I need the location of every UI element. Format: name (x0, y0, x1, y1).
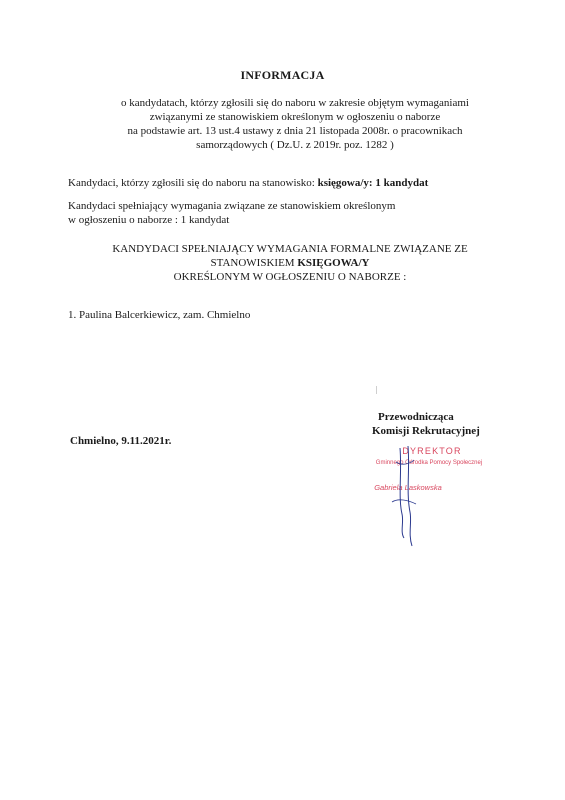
signature-stroke (392, 500, 416, 504)
heading-prefix: STANOWISKIEM (210, 257, 295, 269)
signature-role: Przewodnicząca (378, 411, 454, 423)
intro-line: na podstawie art. 13 ust.4 ustawy z dnia 21 listopada 2008r. o pracownikach (127, 125, 463, 137)
heading-position: KSIĘGOWA/Y (297, 257, 370, 269)
signature-block (372, 410, 480, 438)
stamp-name: Gabriela Laskowska (374, 483, 442, 492)
scan-mark (376, 386, 377, 394)
intro-line: związanymi ze stanowiskiem określonym w ogłoszeniu o naborze (149, 111, 441, 123)
stamp-institution: Gminnego Ośrodka Pomocy Społecznej (375, 460, 483, 466)
intro-line: samorządowych ( Dz.U. z 2019r. poz. 1282 ) (196, 139, 394, 151)
applicants-line (68, 176, 428, 190)
stamp-title: DYREKTOR (402, 446, 462, 456)
document-title: INFORMACJA (240, 68, 325, 82)
director-stamp (330, 442, 520, 552)
candidate-item: 1. Paulina Balcerkiewicz, zam. Chmielno (68, 309, 251, 321)
applicants-position: księgowa/y: 1 kandydat (317, 177, 429, 189)
heading-line: KANDYDACI SPEŁNIAJĄCY WYMAGANIA FORMALNE ZWIĄZANE ZE (112, 243, 468, 255)
signature-role: Komisji Rekrutacyjnej (372, 425, 480, 437)
place-date: Chmielno, 9.11.2021r. (70, 435, 172, 447)
applicants-label: Kandydaci, którzy zgłosili się do naboru na stanowisko: (68, 177, 315, 189)
requirements-line: Kandydaci spełniający wymagania związane ze stanowiskiem określonym (68, 200, 396, 212)
requirements-line: w ogłoszeniu o naborze : 1 kandydat (68, 214, 230, 226)
heading-line: OKREŚLONYM W OGŁOSZENIU O NABORZE : (173, 271, 407, 283)
section-heading (40, 242, 540, 284)
heading-line (40, 256, 540, 270)
intro-line: o kandydatach, którzy zgłosili się do naboru w zakresie objętym wymaganiami (121, 97, 469, 109)
intro-paragraph (60, 96, 530, 152)
